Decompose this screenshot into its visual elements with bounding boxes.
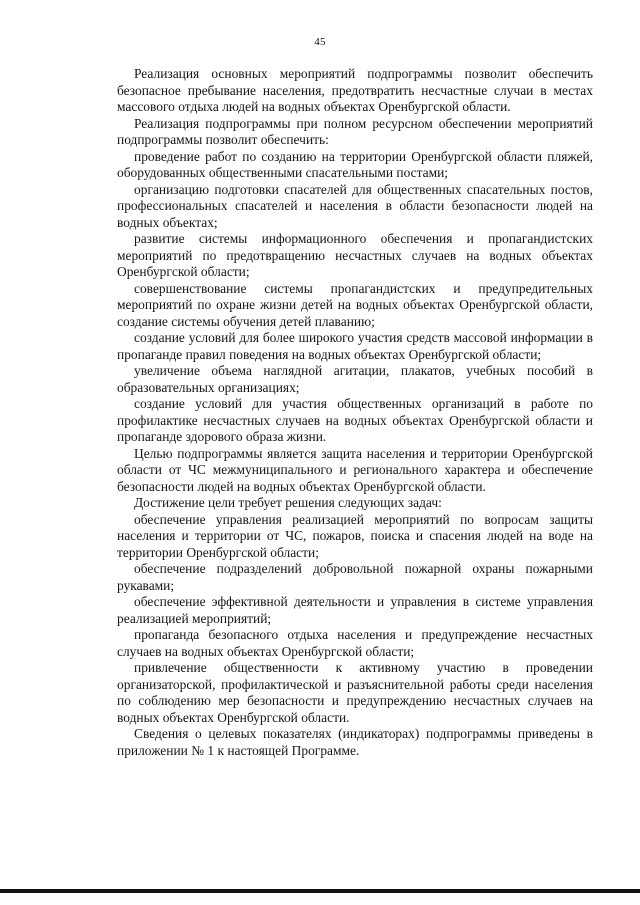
paragraph: Достижение цели требует решения следующих задач: xyxy=(134,495,442,510)
paragraph: Целью подпрограммы является защита населения и территории Оренбургской области от ЧС межмуниципального и регионального характера и обеспечение безопасности людей на водных объектах Оренбургской области. xyxy=(117,445,593,494)
paragraph: пропаганда безопасного отдыха населения и предупреждение несчастных случаев на водных объектах Оренбургской области; xyxy=(117,627,593,659)
paragraph: проведение работ по созданию на территории Оренбургской области пляжей, оборудованных общественными спасательными постами; xyxy=(117,148,593,180)
bottom-rule xyxy=(0,889,640,893)
paragraph: увеличение объема наглядной агитации, плакатов, учебных пособий в образовательных организациях; xyxy=(117,363,593,395)
paragraph: создание условий для участия общественных организаций в работе по профилактике несчастных случаев на водных объектах Оренбургской области и пропаганде здорового образа жизни. xyxy=(117,396,593,444)
page-number: 45 xyxy=(314,36,326,48)
paragraph: Реализация основных мероприятий подпрограммы позволит обеспечить безопасное пребывание населения, предотвратить несчастные случаи в местах массового отдыха людей на водных объектах Оренбургской области. xyxy=(117,66,593,114)
paragraph: обеспечение подразделений добровольной пожарной охраны пожарными рукавами; xyxy=(117,561,593,593)
paragraph: обеспечение управления реализацией мероприятий по вопросам защиты населения и территории от ЧС, пожаров, поиска и спасения людей на воде на территории Оренбургской области; xyxy=(117,511,593,560)
paragraph: Реализация подпрограммы при полном ресурсном обеспечении мероприятий подпрограммы позволит обеспечить: xyxy=(117,115,593,147)
paragraph: обеспечение эффективной деятельности и управления в системе управления реализацией мероприятий; xyxy=(117,594,593,626)
paragraph: совершенствование системы пропагандистских и предупредительных мероприятий по охране жизни детей на водных объектах Оренбургской области, создание системы обучения детей плаванию; xyxy=(117,280,593,329)
paragraph: развитие системы информационного обеспечения и пропагандистских мероприятий по предотвращению несчастных случаев на водных объектах Оренбургской области; xyxy=(117,231,593,279)
paragraph: создание условий для более широкого участия средств массовой информации в пропаганде правил поведения на водных объектах Оренбургской области; xyxy=(117,330,593,362)
paragraph: привлечение общественности к активному участию в проведении организаторской, профилактической и разъяснительной работы среди населения по соблюдению мер безопасности и предупреждению несчастных случаев на водных объектах Оренбургской области. xyxy=(117,660,593,725)
paragraph: организацию подготовки спасателей для общественных спасательных постов, профессиональных спасателей и населения в области безопасности людей на водных объектах; xyxy=(117,181,593,230)
body-text xyxy=(117,66,593,759)
paragraph: Сведения о целевых показателях (индикаторах) подпрограммы приведены в приложении № 1 к настоящей Программе. xyxy=(117,726,593,758)
